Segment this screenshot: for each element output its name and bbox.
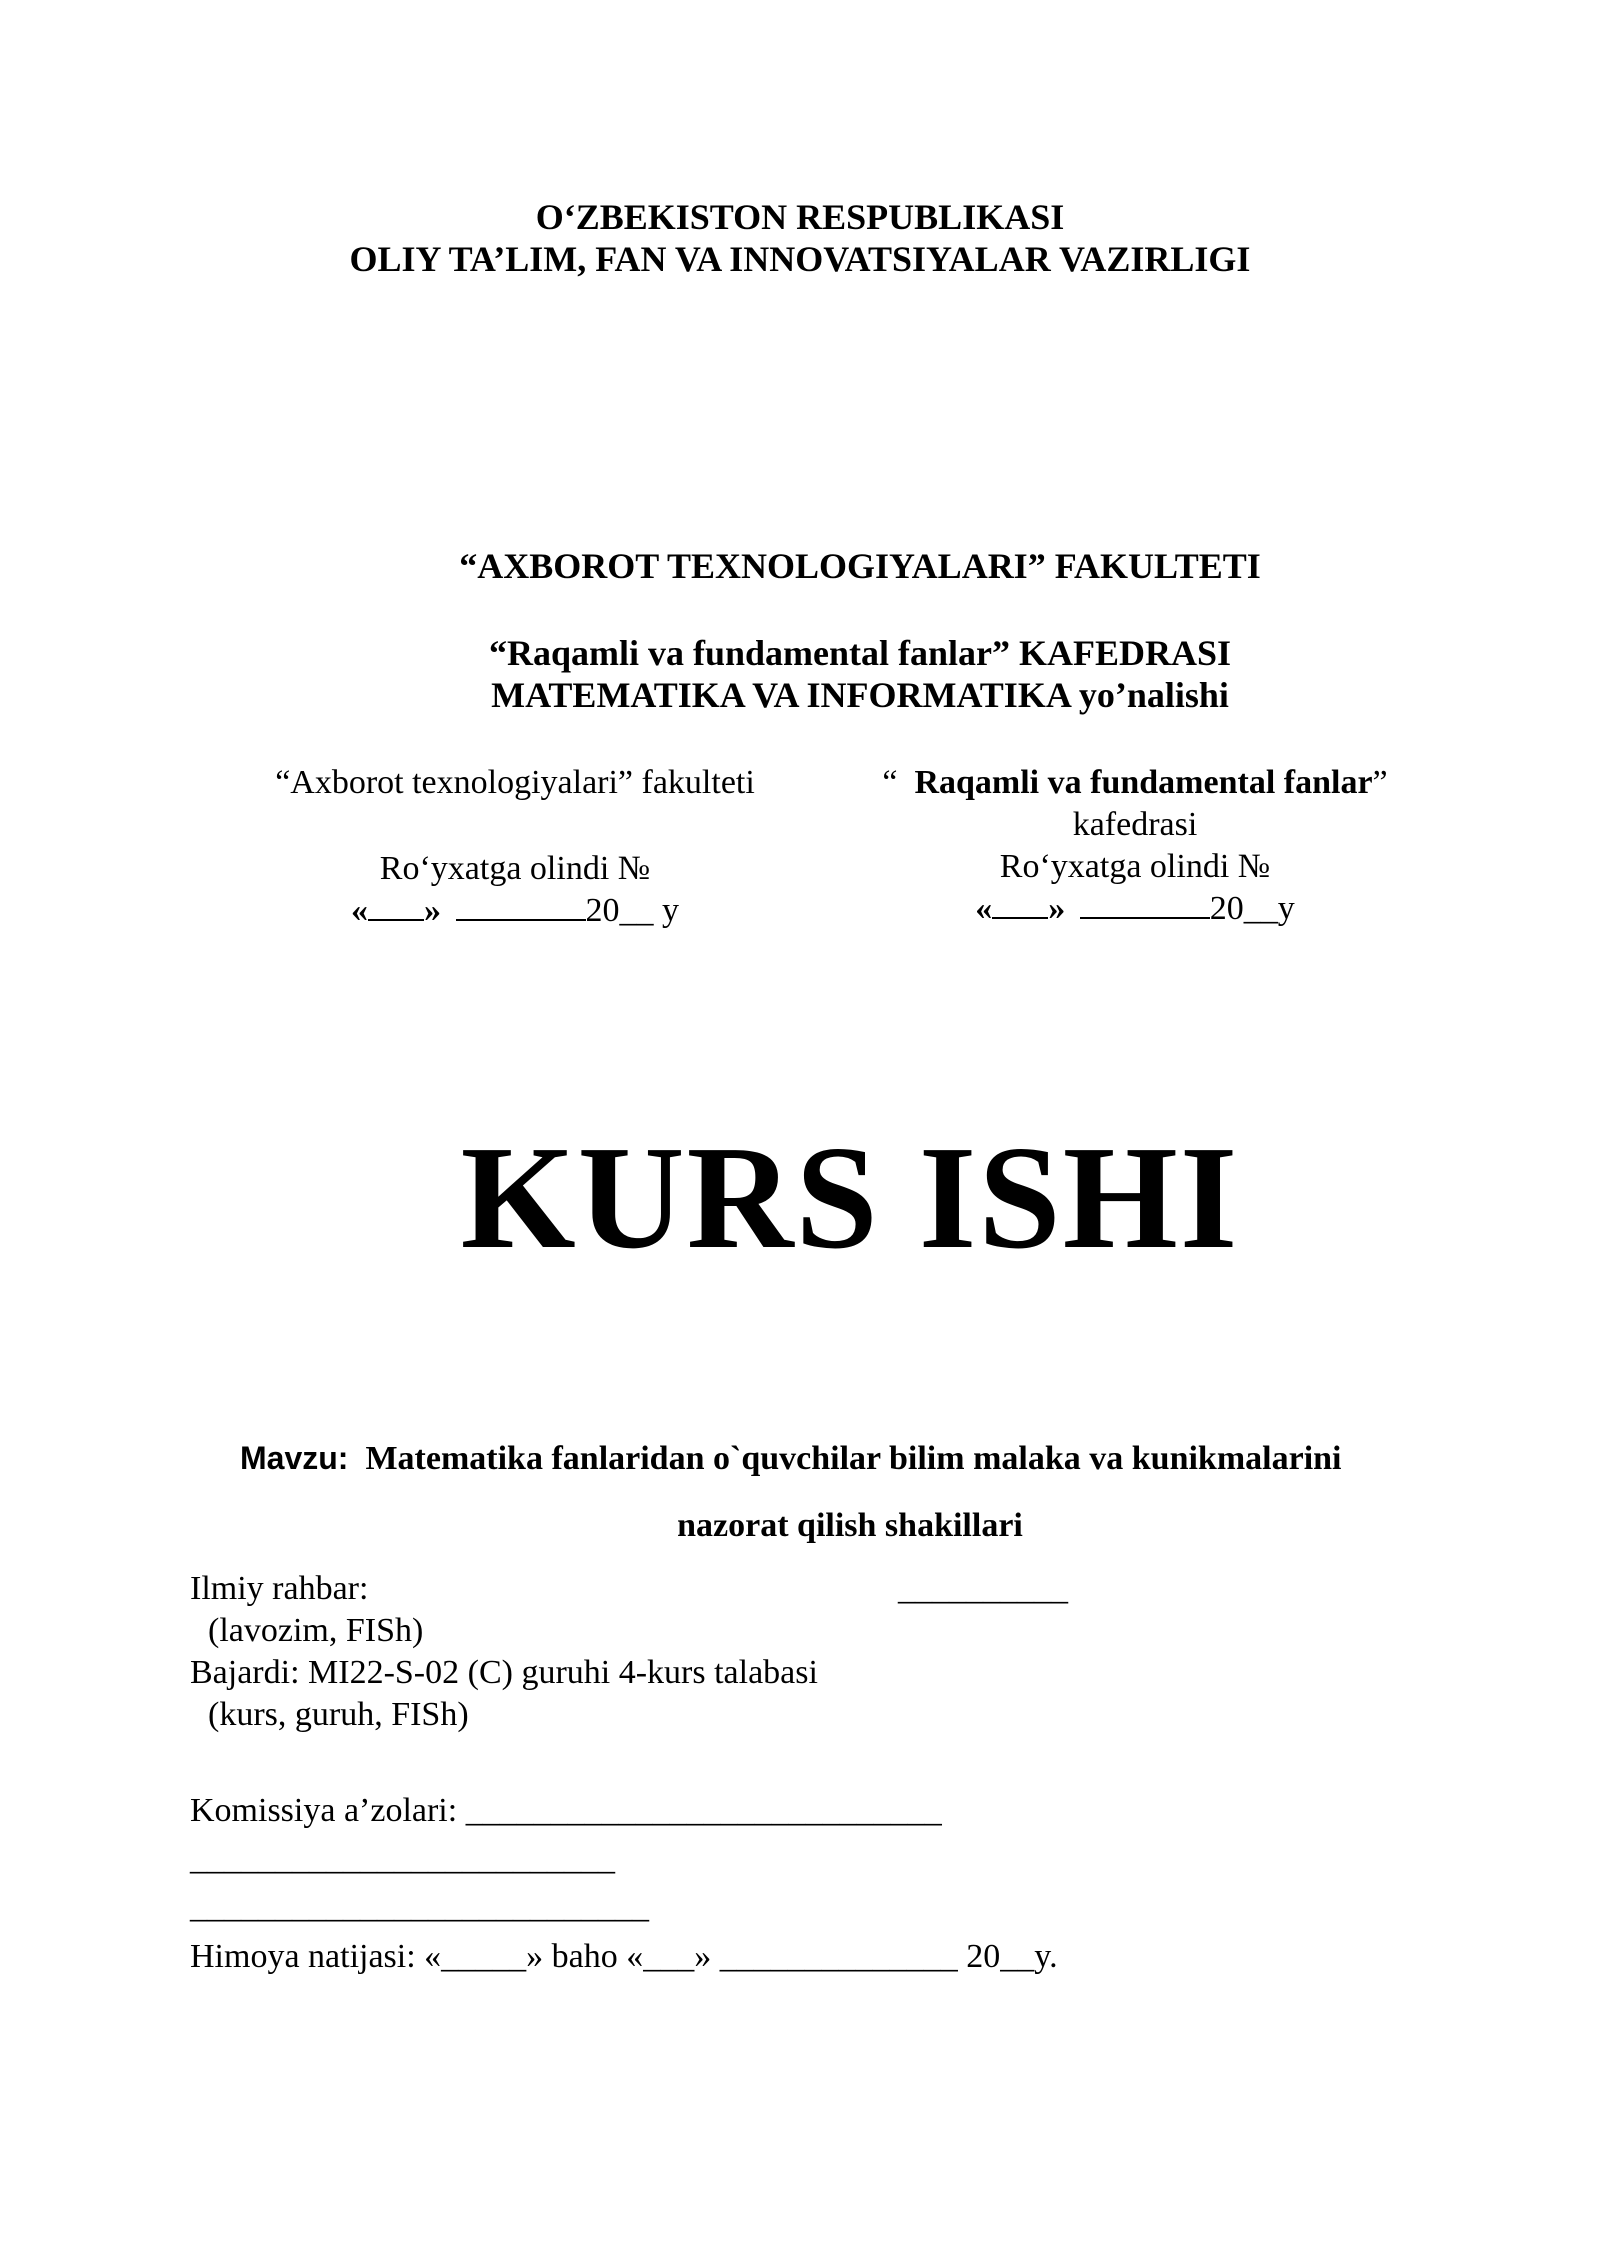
student-hint: (kurs, guruh, FISh) (208, 1696, 469, 1733)
defense-result: Himoya natijasi: «_____» baho «___» ______________ 20__y. (190, 1938, 1058, 1975)
country-line: O‘ZBEKISTON RESPUBLIKASI (535, 197, 1065, 237)
specialty-line: MATEMATIKA VA INFORMATIKA yo’nalishi (491, 675, 1229, 715)
ministry-header (0, 196, 1600, 280)
supervisor-label: Ilmiy rahbar: (190, 1570, 369, 1607)
topic-text-1: Matematika fanlaridan o`quvchilar bilim malaka va kunikmalarini (365, 1440, 1342, 1477)
commission-blank-2: _________________________ (190, 1840, 615, 1877)
department-block (60, 632, 1600, 716)
right-year: 20__y (1209, 890, 1295, 927)
ministry-line: OLIY TA’LIM, FAN VA INNOVATSIYALAR VAZIRLIGI (349, 239, 1251, 279)
department-line: “Raqamli va fundamental fanlar” KAFEDRASI (488, 633, 1232, 673)
topic-line-1 (240, 1436, 1342, 1481)
student-info: Bajardi: MI22-S-02 (C) guruhi 4-kurs talabasi (190, 1654, 818, 1691)
right-registered: Ro‘yxatga olindi № (999, 848, 1271, 885)
topic-label: Mavzu: (240, 1440, 349, 1476)
supervisor-blank: __________ (898, 1570, 1068, 1607)
left-registration-column (200, 762, 830, 932)
right-org: “ Raqamli va fundamental fanlar” (882, 764, 1388, 801)
topic-line-2: nazorat qilish shakillari (677, 1507, 1023, 1544)
left-registered: Ro‘yxatga olindi № (379, 850, 651, 887)
faculty-heading: “AXBOROT TEXNOLOGIYALARI” FAKULTETI (459, 546, 1261, 586)
supervisor-hint: (lavozim, FISh) (208, 1612, 424, 1649)
document-title: KURS ISHI (460, 1116, 1240, 1280)
left-year: 20__ y (585, 892, 679, 929)
right-org-suffix: kafedrasi (1072, 806, 1198, 843)
left-date: « » 20__ y (351, 892, 679, 929)
commission-line (190, 1790, 942, 1832)
left-org: “Axborot texnologiyalari” fakulteti (275, 764, 755, 801)
commission-blank-1: ____________________________ (465, 1792, 942, 1829)
commission-label: Komissiya a’zolari: (190, 1792, 458, 1829)
right-registration-column (820, 762, 1450, 930)
commission-blank-3: ___________________________ (190, 1888, 649, 1925)
right-date: « » 20__y (975, 890, 1295, 927)
